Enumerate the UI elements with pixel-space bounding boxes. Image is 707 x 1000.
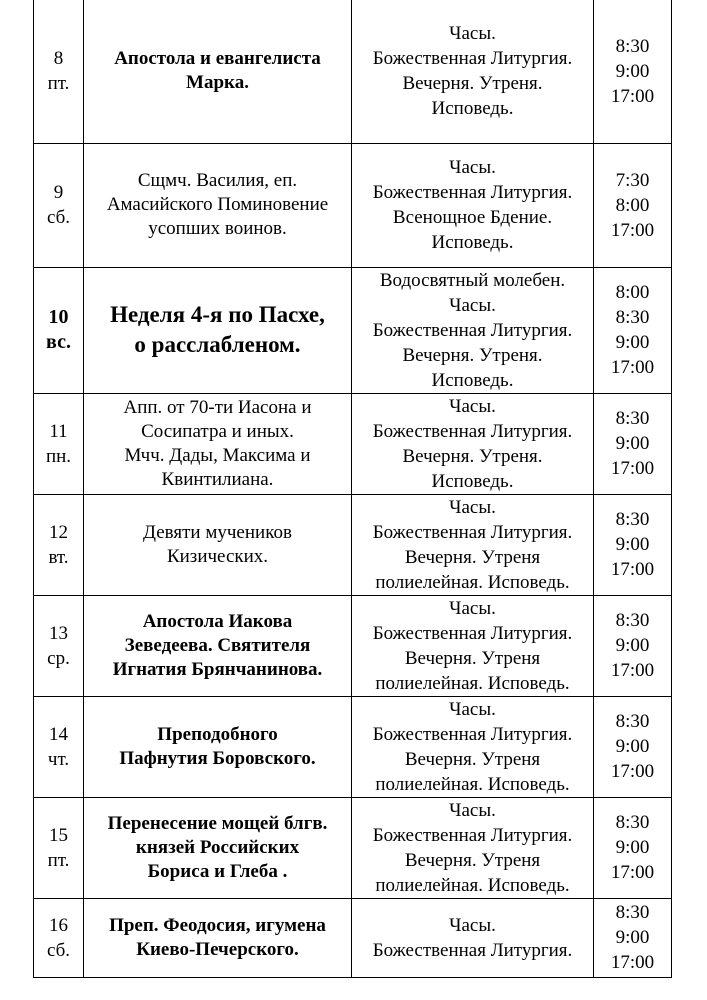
feast-line: Апостола и евангелиста xyxy=(114,48,321,70)
service-line: Часы. xyxy=(449,698,496,720)
feast-cell xyxy=(84,595,352,696)
schedule-row xyxy=(34,898,672,977)
day-number: 15 xyxy=(49,824,68,846)
service-line: Часы. xyxy=(449,23,496,45)
service-time: 8:30 xyxy=(615,509,650,530)
weekday: вс. xyxy=(46,331,71,353)
service-line: Божественная Литургия. xyxy=(372,48,573,70)
weekday: пн. xyxy=(45,445,72,467)
schedule-body xyxy=(34,0,672,977)
feast-line: усопших воинов. xyxy=(148,218,287,239)
day-number: 8 xyxy=(53,48,64,70)
service-line: Вечерня. Утреня xyxy=(404,546,541,568)
services-cell xyxy=(352,143,594,267)
service-line: Божественная Литургия. xyxy=(372,521,573,543)
service-line: Вечерня. Утреня xyxy=(404,647,541,669)
feast-line: Квинтилиана. xyxy=(161,468,274,490)
schedule-row xyxy=(34,267,672,393)
weekday: сб. xyxy=(46,207,71,228)
weekday: пт. xyxy=(47,73,70,95)
feast-cell xyxy=(84,696,352,797)
times-cell xyxy=(594,898,672,977)
service-line: Божественная Литургия. xyxy=(372,182,573,203)
day-number: 9 xyxy=(53,182,64,203)
times-cell xyxy=(594,797,672,898)
date-cell xyxy=(34,595,84,696)
service-line: полиелейная. Исповедь. xyxy=(375,773,570,795)
service-time: 9:00 xyxy=(615,534,650,555)
service-time: 7:30 xyxy=(615,169,650,191)
feast-cell xyxy=(84,0,352,143)
service-time: 9:00 xyxy=(615,736,650,757)
date-cell xyxy=(34,267,84,393)
service-line: Божественная Литургия. xyxy=(372,723,573,745)
weekday: ср. xyxy=(47,647,70,669)
services-cell xyxy=(352,595,594,696)
feast-cell xyxy=(84,143,352,267)
feast-line: Преп. Феодосия, игумена xyxy=(109,914,326,936)
service-time: 8:30 xyxy=(615,812,650,833)
day-number: 16 xyxy=(49,914,68,936)
service-line: Часы. xyxy=(449,395,496,417)
services-cell xyxy=(352,494,594,595)
service-time: 8:30 xyxy=(615,902,650,923)
feast-line: Апп. от 70-ти Иасона и xyxy=(123,396,312,418)
service-time: 17:00 xyxy=(610,559,655,580)
date-cell xyxy=(34,393,84,494)
service-time: 17:00 xyxy=(610,761,655,782)
feast-line: Игнатия Брянчанинова. xyxy=(112,658,323,680)
times-cell xyxy=(594,696,672,797)
feast-cell xyxy=(84,797,352,898)
date-cell xyxy=(34,696,84,797)
service-line: Божественная Литургия. xyxy=(372,319,573,341)
feast-cell xyxy=(84,494,352,595)
schedule-row xyxy=(34,696,672,797)
services-cell xyxy=(352,898,594,977)
service-time: 9:00 xyxy=(615,60,650,82)
feast-line: князей Российских xyxy=(135,836,300,858)
service-time: 17:00 xyxy=(610,458,655,479)
service-time: 17:00 xyxy=(610,85,655,107)
service-line: полиелейная. Исповедь. xyxy=(375,874,570,896)
service-time: 9:00 xyxy=(615,635,650,656)
feast-line: Киево-Печерского. xyxy=(136,938,299,960)
times-cell xyxy=(594,494,672,595)
date-cell xyxy=(34,494,84,595)
service-line: Вечерня. Утреня. xyxy=(402,445,543,467)
service-time: 9:00 xyxy=(615,433,650,454)
schedule-row xyxy=(34,797,672,898)
service-time: 9:00 xyxy=(615,332,650,353)
weekday: сб. xyxy=(46,939,71,961)
schedule-row xyxy=(34,0,672,143)
service-time: 17:00 xyxy=(610,952,655,973)
day-number: 12 xyxy=(49,521,68,543)
feast-line: Амасийского Поминовение xyxy=(106,194,329,215)
schedule-table xyxy=(33,0,672,978)
feast-line: Девяти мучеников xyxy=(143,521,292,543)
service-line: Божественная Литургия. xyxy=(372,420,573,442)
feast-line: Апостола Иакова xyxy=(142,610,293,632)
service-time: 8:30 xyxy=(615,408,650,429)
service-time: 8:30 xyxy=(615,307,650,328)
service-line: Вечерня. Утреня xyxy=(404,748,541,770)
times-cell xyxy=(594,0,672,143)
feast-line: Мчч. Дады, Максима и xyxy=(124,444,311,466)
service-line: Исповедь. xyxy=(431,369,514,391)
services-cell xyxy=(352,0,594,143)
service-line: Часы. xyxy=(449,157,496,178)
weekday: чт. xyxy=(47,748,70,770)
feast-line: Зеведеева. Святителя xyxy=(124,634,311,656)
service-time: 8:30 xyxy=(615,35,650,57)
services-cell xyxy=(352,393,594,494)
feast-line: о расслабленом. xyxy=(134,332,301,357)
service-line: полиелейная. Исповедь. xyxy=(375,672,570,694)
feast-cell xyxy=(84,393,352,494)
service-time: 17:00 xyxy=(610,660,655,681)
day-number: 10 xyxy=(48,306,69,328)
service-line: Часы. xyxy=(449,294,496,316)
weekday: пт. xyxy=(47,849,70,871)
times-cell xyxy=(594,393,672,494)
service-time: 8:30 xyxy=(615,711,650,732)
service-line: Исповедь. xyxy=(431,98,514,120)
service-line: Божественная Литургия. xyxy=(372,939,573,961)
day-number: 14 xyxy=(49,723,68,745)
service-time: 8:00 xyxy=(615,194,650,216)
times-cell xyxy=(594,267,672,393)
feast-cell xyxy=(84,898,352,977)
service-time: 17:00 xyxy=(610,862,655,883)
service-time: 9:00 xyxy=(615,927,650,948)
service-line: Часы. xyxy=(449,914,496,936)
service-line: Вечерня. Утреня. xyxy=(402,344,543,366)
feast-line: Марка. xyxy=(186,72,249,94)
service-line: Всенощное Бдение. xyxy=(392,207,553,228)
service-line: Исповедь. xyxy=(431,232,514,253)
service-line: Часы. xyxy=(449,799,496,821)
schedule-row xyxy=(34,143,672,267)
schedule-row xyxy=(34,595,672,696)
services-cell xyxy=(352,267,594,393)
service-line: Вечерня. Утреня. xyxy=(402,73,543,95)
times-cell xyxy=(594,143,672,267)
service-line: Божественная Литургия. xyxy=(372,622,573,644)
feast-cell xyxy=(84,267,352,393)
day-number: 11 xyxy=(49,420,68,442)
day-number: 13 xyxy=(49,622,68,644)
date-cell xyxy=(34,0,84,143)
service-time: 17:00 xyxy=(610,357,655,378)
feast-line: Бориса и Глеба . xyxy=(147,860,288,882)
weekday: вт. xyxy=(48,546,69,568)
service-line: Исповедь. xyxy=(431,470,514,492)
feast-line: Сщмч. Василия, еп. xyxy=(137,170,298,191)
service-line: полиелейная. Исповедь. xyxy=(375,571,570,593)
service-time: 8:30 xyxy=(615,610,650,631)
feast-line: Пафнутия Боровского. xyxy=(119,747,316,769)
services-cell xyxy=(352,696,594,797)
date-cell xyxy=(34,797,84,898)
schedule-row xyxy=(34,393,672,494)
feast-line: Неделя 4-я по Пасхе, xyxy=(110,302,325,327)
service-time: 17:00 xyxy=(610,219,655,241)
date-cell xyxy=(34,898,84,977)
schedule-row xyxy=(34,494,672,595)
service-time: 9:00 xyxy=(615,837,650,858)
service-line: Вечерня. Утреня xyxy=(404,849,541,871)
service-time: 8:00 xyxy=(615,282,650,303)
service-line: Водосвятный молебен. xyxy=(379,269,566,291)
service-line: Часы. xyxy=(449,597,496,619)
feast-line: Сосипатра и иных. xyxy=(141,420,294,442)
times-cell xyxy=(594,595,672,696)
services-cell xyxy=(352,797,594,898)
service-line: Божественная Литургия. xyxy=(372,824,573,846)
date-cell xyxy=(34,143,84,267)
feast-line: Преподобного xyxy=(157,723,278,745)
service-line: Часы. xyxy=(449,496,496,518)
feast-line: Кизических. xyxy=(166,545,269,567)
feast-line: Перенесение мощей блгв. xyxy=(107,812,328,834)
